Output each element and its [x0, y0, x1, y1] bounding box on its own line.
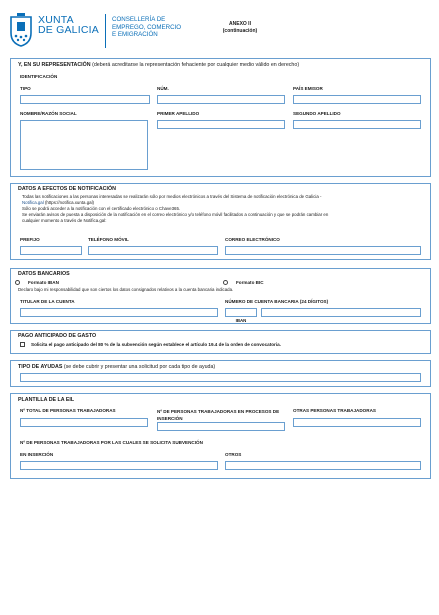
dept-line2: EMPREGO, COMERCIO [112, 23, 182, 31]
tipo-field[interactable] [20, 95, 150, 104]
nombre-label: NOMBRE/RAZÓN SOCIAL [20, 111, 77, 116]
pais-emisor-field[interactable] [293, 95, 421, 104]
segundo-apellido-field[interactable] [293, 120, 421, 129]
title-text: TIPO DE AYUDAS [18, 364, 63, 370]
dept-line1: CONSELLERÍA DE [112, 16, 166, 23]
procesos-field[interactable] [157, 422, 285, 431]
notifica-url: (https://notifica.xunta.gal) [44, 200, 95, 205]
anexo-continuacion: (continuación) [222, 28, 258, 34]
section-title: DATOS A EFECTOS DE NOTIFICACIÓN [18, 186, 116, 192]
department-name [112, 16, 202, 39]
section-title: PAGO ANTICIPADO DE GASTO [18, 333, 97, 339]
anexo-title [210, 21, 270, 35]
procesos-label: Nº DE PERSONAS TRABAJADORAS EN PROCESOS DE INSERCIÓN [157, 409, 280, 421]
section-ayudas [10, 360, 431, 387]
identificacion-label: IDENTIFICACIÓN [20, 74, 58, 79]
correo-label: CORREO ELECTRÓNICO [225, 237, 280, 242]
section-title [18, 62, 299, 68]
logo-text [38, 15, 99, 35]
iban-box-label: IBAN [235, 318, 247, 323]
prefijo-label: PREFIJO [20, 237, 40, 242]
numero-cuenta-field[interactable] [261, 308, 421, 317]
title-note: (deberá acreditarse la representación fehaciente por cualquier medio válido en derecho) [92, 62, 300, 68]
en-insercion-label: EN INSERCIÓN [20, 452, 54, 457]
otras-label: OTRAS PERSONAS TRABAJADORAS [293, 408, 376, 413]
correo-field[interactable] [225, 246, 421, 255]
logo-line2: DE GALICIA [38, 24, 99, 36]
titular-field[interactable] [20, 308, 218, 317]
logo-divider [105, 14, 106, 48]
anexo-label: ANEXO II [229, 21, 251, 27]
notificacion-line3: Se enviarán avisos de puesta a disposición de la notificación en el correo electrónico y/o teléfono móvil facilitados a continuación y que se podrán cambiar en [22, 212, 329, 217]
tipo-ayuda-field[interactable] [20, 373, 421, 382]
otros-field[interactable] [225, 461, 421, 470]
prefijo-field[interactable] [20, 246, 82, 255]
crest-icon [8, 13, 34, 47]
iban-box[interactable] [225, 308, 257, 323]
en-insercion-field[interactable] [20, 461, 218, 470]
notificacion-line2: Sólo se podrá acceder a la notificación con el certificado electrónico o Chave365. [22, 206, 181, 211]
section-notificacion [10, 183, 431, 260]
dept-line3: E EMIGRACIÓN [112, 31, 158, 39]
primer-apellido-label: PRIMER APELLIDO [157, 111, 200, 116]
total-label: Nº TOTAL DE PERSONAS TRABAJADORAS [20, 408, 116, 413]
section-title: PLANTILLA DE LA EIL [18, 397, 75, 403]
otros-label: OTROS [225, 452, 242, 457]
telefono-label: TELÉFONO MÓVIL [88, 237, 129, 242]
num-label: NÚM. [157, 86, 169, 91]
segundo-apellido-label: SEGUNDO APELLIDO [293, 111, 341, 116]
bic-label: Formato BIC [236, 280, 264, 285]
declaro-text: Declaro bajo mi responsabilidad que son ciertos los datos consignados relativos a la cuenta bancaria indicada. [18, 287, 234, 292]
section-title [18, 364, 215, 370]
title-text: Y, EN SU REPRESENTACIÓN [18, 62, 91, 68]
pago-checkbox[interactable] [20, 342, 25, 347]
solicita-label: Nº DE PERSONAS TRABAJADORAS POR LAS CUALES SE SOLICITA SUBVENCIÓN [20, 440, 203, 445]
xunta-logo [8, 12, 182, 50]
title-note: (se debe cubrir y presentar una solicitud por cada tipo de ayuda) [63, 364, 216, 370]
numero-cuenta-label: NÚMERO DE CUENTA BANCARIA (24 DÍGITOS) [225, 299, 329, 304]
iban-label: Formato IBAN [28, 280, 59, 285]
titular-label: TITULAR DE LA CUENTA [20, 299, 75, 304]
nombre-field[interactable] [20, 120, 148, 170]
pago-text: Solicita el pago anticipado del 80 % de la subvención según establece el artículo 19.4 de la orden de convocatoria. [31, 342, 281, 347]
notificacion-text [22, 194, 422, 224]
notificacion-line4: cualquier momento a través de Notifica.gal: [22, 218, 107, 223]
telefono-field[interactable] [88, 246, 218, 255]
primer-apellido-field[interactable] [157, 120, 285, 129]
total-field[interactable] [20, 418, 148, 427]
section-representacion [10, 58, 431, 177]
num-field[interactable] [157, 95, 285, 104]
pais-emisor-label: PAÍS EMISOR [293, 86, 323, 91]
logo-line1: XUNTA [38, 14, 74, 26]
section-plantilla [10, 393, 431, 479]
notifica-link[interactable]: Notifica.gal [22, 200, 44, 205]
iban-radio[interactable] [15, 280, 20, 285]
bic-radio[interactable] [223, 280, 228, 285]
section-bancarios [10, 268, 431, 324]
otras-field[interactable] [293, 418, 421, 427]
tipo-label: TIPO [20, 86, 31, 91]
section-pago [10, 330, 431, 354]
notificacion-line1: Todas las notificaciones a las personas interesadas se realizarán sólo por medios electrónicos a través del Sistema de notificación electrónica de Galicia - [22, 194, 322, 199]
section-title: DATOS BANCARIOS [18, 271, 70, 277]
